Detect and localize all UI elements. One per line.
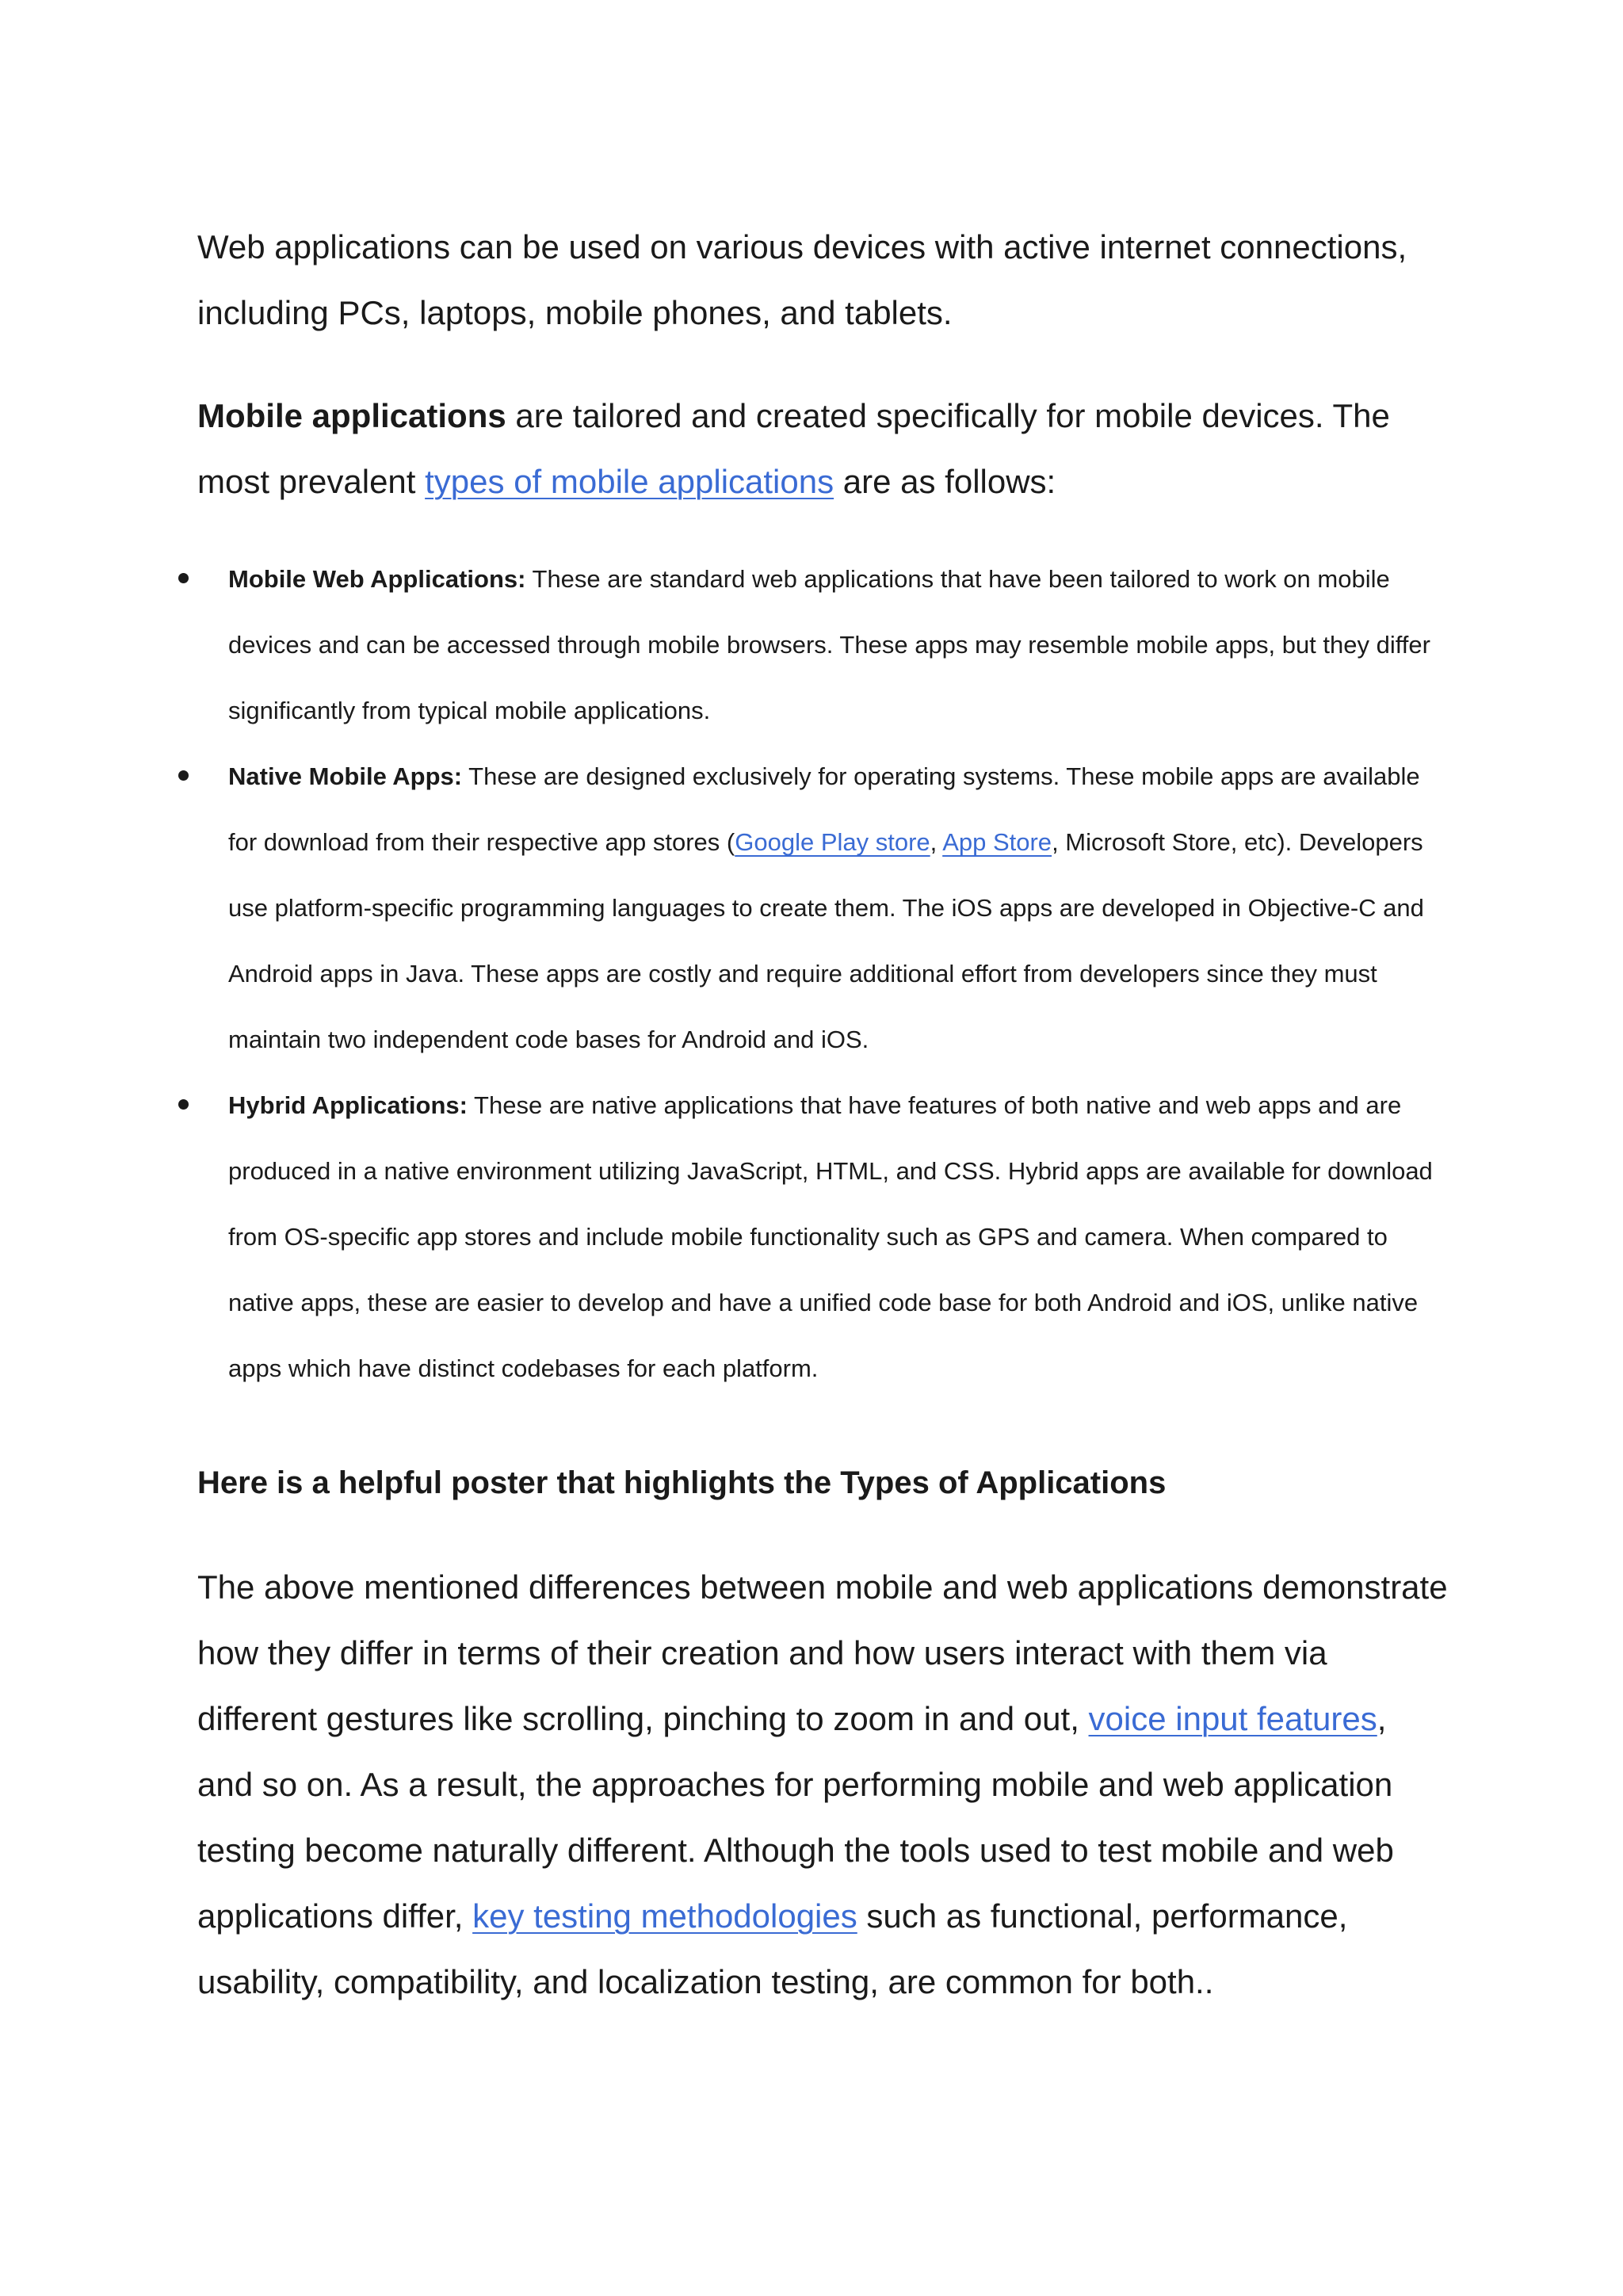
mobile-apps-bold: Mobile applications — [197, 397, 506, 434]
document-content — [197, 214, 1449, 2015]
list-item-hybrid: Hybrid Applications: These are native applications that have features of both native and web apps and are produced in a native environment utilizing JavaScript, HTML, and CSS. Hybrid apps are available for download from OS-specific app stores and include mobile functionality such as GPS and camera. When compared to native apps, these are easier to develop and have a unified code base for both Android and iOS, unlike native apps which have distinct codebases for each platform. — [178, 1072, 1446, 1401]
intro-paragraph: Web applications can be used on various devices with active internet connections, including PCs, laptops, mobile phones, and tablets. — [197, 228, 1407, 331]
bullet-icon — [178, 573, 189, 583]
key-testing-methodologies-link[interactable]: key testing methodologies — [472, 1897, 857, 1935]
app-store-link[interactable]: App Store — [942, 828, 1052, 856]
types-of-mobile-apps-link[interactable]: types of mobile applications — [425, 463, 834, 500]
poster-heading: Here is a helpful poster that highlights the Types of Applications — [197, 1465, 1167, 1500]
closing-paragraph: The above mentioned differences between mobile and web applications demonstrate how they differ in terms of their creation and how users interact with them via different gestures like scrolling, pinching to zoom in and out, voice input features, and so on. As a result, the approaches for performing mobile and web application testing become naturally different. Although the tools used to test mobile and web applications differ, key testing methodologies such as functional, performance, usability, compatibility, and localization testing, are common for both.. — [197, 1568, 1448, 2000]
mobile-apps-paragraph: Mobile applications are tailored and created specifically for mobile devices. The most prevalent types of mobile applications are as follows: — [197, 397, 1390, 500]
bullet-icon — [178, 770, 189, 781]
google-play-store-link[interactable]: Google Play store — [735, 828, 930, 856]
bullet-icon — [178, 1099, 189, 1110]
app-types-list — [178, 546, 1446, 1401]
list-item-mobile-web: Mobile Web Applications: These are standard web applications that have been tailored to work on mobile devices and can be accessed through mobile browsers. These apps may resemble mobile apps, but they differ significantly from typical mobile applications. — [178, 546, 1446, 743]
voice-input-features-link[interactable]: voice input features — [1088, 1700, 1377, 1737]
list-item-native: Native Mobile Apps: These are designed exclusively for operating systems. These mobile apps are available for download from their respective app stores (Google Play store, App Store, Microsoft Store, etc). Developers use platform-specific programming languages to create them. The iOS apps are developed in Objective-C and Android apps in Java. These apps are costly and require additional effort from developers since they must maintain two independent code bases for Android and iOS. — [178, 743, 1446, 1072]
